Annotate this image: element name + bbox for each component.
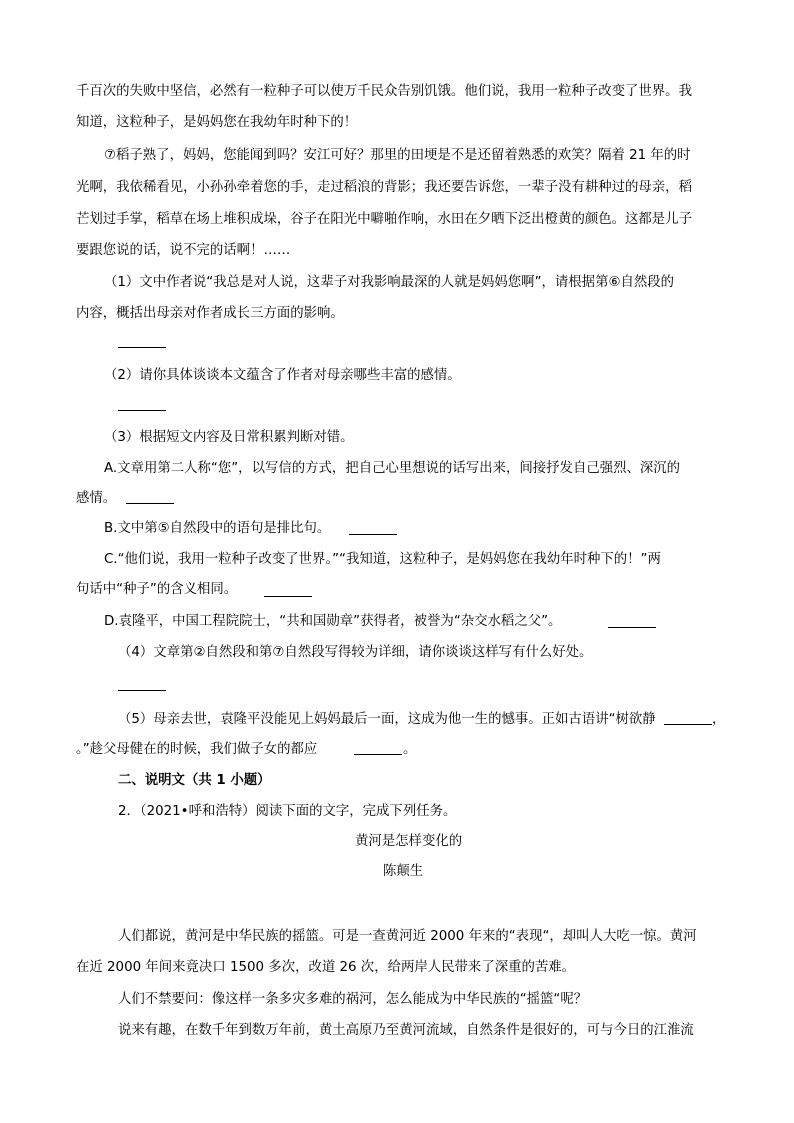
- question-1-text: 内容，概括出母亲对作者成长三方面的影响。: [76, 306, 344, 321]
- article-paragraph-line: 说来有趣，在数千年到数万年前，黄土高原乃至黄河流域，自然条件是很好的，可与今日的江淮流: [118, 1023, 694, 1038]
- task-instruction: 2．（2021•呼和浩特）阅读下面的文字，完成下列任务。: [118, 804, 457, 819]
- answer-blank-d: [608, 627, 656, 628]
- section-heading: 二、说明文（共 1 小题）: [118, 773, 271, 788]
- option-b-text: B.文中第⑤自然段中的语句是排比句。: [104, 521, 331, 536]
- option-a-text: 感情。: [76, 491, 117, 506]
- article-author: 陈颠生: [383, 864, 424, 879]
- question-5-punct: ，: [712, 712, 726, 727]
- question-3-text: （3）根据短文内容及日常积累判断对错。: [104, 430, 354, 445]
- question-5-text: 。”趁父母健在的时候，我们做子女的都应: [76, 742, 318, 757]
- article-paragraph-line: 人们都说，黄河是中华民族的摇篮。可是一查黄河近 2000 年来的“表现“，却叫人大吃一惊。黄河: [118, 929, 697, 944]
- article-paragraph-line: 人们不禁要问：像这样一条多灾多难的祸河，怎么能成为中华民族的“摇篮“呢？: [118, 992, 588, 1007]
- answer-blank-2: [118, 410, 166, 411]
- option-c-text: 句话中“种子”的含义相同。: [76, 582, 238, 597]
- answer-blank-b: [349, 534, 397, 535]
- answer-blank-a: [126, 503, 174, 504]
- article-paragraph-line: 在近 2000 年间来竟决口 1500 多次，改道 26 次，给两岸人民带来了深重的苦难。: [76, 960, 576, 975]
- answer-blank-c: [264, 596, 312, 597]
- paragraph-7-line: 要跟您说的话，说不完的话啊！……: [76, 243, 291, 258]
- passage-text-line: 知道，这粒种子，是妈妈您在我幼年时种下的！: [76, 115, 358, 130]
- question-1-text: （1）文中作者说“我总是对人说，这辈子对我影响最深的人就是妈妈您啊”，请根据第⑥自然段的: [104, 275, 675, 290]
- article-title: 黄河是怎样变化的: [355, 834, 463, 849]
- paragraph-7-line: 光啊，我依稀看见，小孙孙牵着您的手，走过稻浪的背影；我还要告诉您，一辈子没有耕种过的母亲，稻: [76, 180, 692, 195]
- question-5-punct: 。: [403, 742, 417, 757]
- question-2-text: （2）请你具体谈谈本文蕴含了作者对母亲哪些丰富的感情。: [104, 368, 461, 383]
- answer-blank-5b: [354, 754, 402, 755]
- question-4-text: （4）文章第②自然段和第⑦自然段写得较为详细，请你谈谈这样写有什么好处。: [118, 645, 593, 660]
- answer-blank-5a: [664, 724, 712, 725]
- question-5-text: （5）母亲去世，袁隆平没能见上妈妈最后一面，这成为他一生的憾事。正如古语讲“树欲静: [118, 712, 656, 727]
- option-c-text: C.“他们说，我用一粒种子改变了世界。”“我知道，这粒种子，是妈妈您在我幼年时种下的！”两: [104, 552, 661, 567]
- answer-blank-4: [118, 690, 166, 691]
- paragraph-7-line: ⑦稻子熟了，妈妈，您能闻到吗？安江可好？那里的田埂是不是还留着熟悉的欢笑？隔着 21 年的时: [104, 148, 691, 163]
- option-a-text: A.文章用第二人称“您”，以写信的方式，把自己心里想说的话写出来，间接抒发自己强烈、深沉的: [104, 461, 681, 476]
- passage-text-line: 千百次的失败中坚信，必然有一粒种子可以使万千民众告别饥饿。他们说，我用一粒种子改变了世界。我: [76, 84, 692, 99]
- option-d-text: D.袁隆平，中国工程院院士，“共和国勋章”获得者，被誉为“杂交水稻之父”。: [104, 614, 562, 629]
- answer-blank-1: [118, 347, 166, 348]
- paragraph-7-line: 芒划过手掌，稻草在场上堆积成垛，谷子在阳光中噼啪作响，水田在夕晒下泛出橙黄的颜色。这都是儿子: [76, 212, 692, 227]
